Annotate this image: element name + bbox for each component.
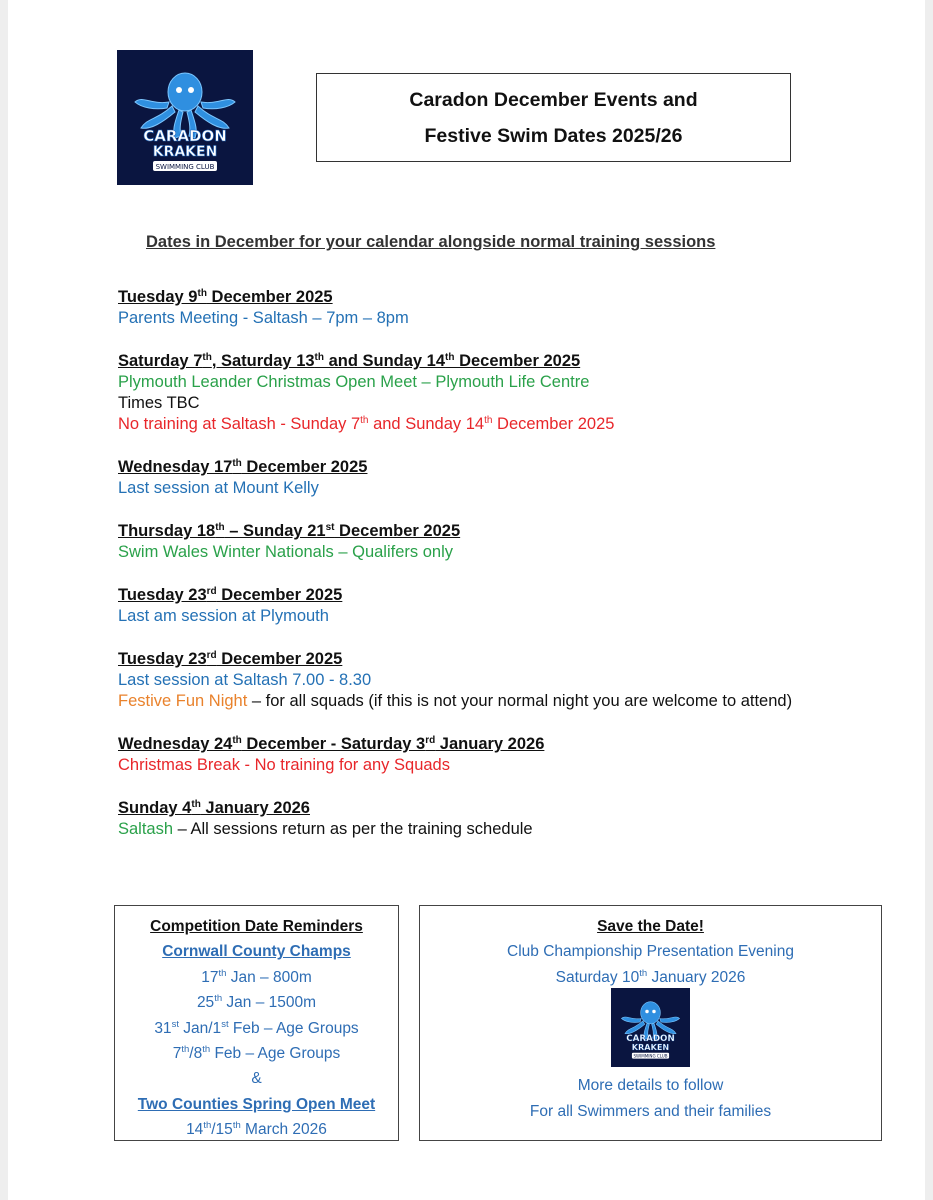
event-item bbox=[118, 351, 838, 435]
kraken-octopus-icon bbox=[117, 50, 253, 185]
event-detail: Christmas Break - No training for any Squads bbox=[118, 756, 450, 774]
kraken-octopus-icon bbox=[611, 988, 690, 1067]
logo-text-kraken: KRAKEN bbox=[152, 144, 218, 160]
event-date-heading: Tuesday 9th December 2025 bbox=[118, 288, 333, 306]
event-item bbox=[118, 734, 838, 776]
title-box bbox=[316, 73, 791, 162]
logo-text-caradon: CARADON bbox=[626, 1034, 675, 1045]
event-detail: Last am session at Plymouth bbox=[118, 607, 329, 625]
caradon-kraken-logo bbox=[117, 50, 253, 185]
competition-date: 25th Jan – 1500m bbox=[196, 993, 317, 1012]
event-detail: Saltash – All sessions return as per the training schedule bbox=[118, 820, 533, 838]
event-date-heading: Wednesday 17th December 2025 bbox=[118, 458, 368, 476]
event-date-heading: Wednesday 24th December - Saturday 3rd January 2026 bbox=[118, 735, 545, 753]
document-page bbox=[8, 0, 925, 1200]
save-date-heading: Save the Date! bbox=[597, 918, 704, 935]
event-date-heading: Thursday 18th – Sunday 21st December 2025 bbox=[118, 522, 461, 540]
ampersand: & bbox=[251, 1070, 262, 1088]
logo-text-kraken: KRAKEN bbox=[631, 1041, 670, 1052]
competition-date: 31st Jan/1st Feb – Age Groups bbox=[154, 1018, 359, 1037]
event-date-heading: Tuesday 23rd December 2025 bbox=[118, 586, 343, 604]
logo-text-swimming-club: SWIMMING CLUB bbox=[633, 1053, 668, 1059]
event-detail: Last session at Mount Kelly bbox=[118, 479, 319, 497]
event-item bbox=[118, 649, 838, 712]
calendar-subheading: Dates in December for your calendar alongside normal training sessions bbox=[146, 233, 716, 251]
event-item bbox=[118, 585, 838, 627]
competition-reminders-box bbox=[114, 905, 399, 1141]
spring-meet-title: Two Counties Spring Open Meet bbox=[137, 1095, 376, 1113]
event-item bbox=[118, 457, 838, 499]
event-item bbox=[118, 287, 838, 329]
save-date-line: Saturday 10th January 2026 bbox=[555, 967, 746, 986]
event-date-heading: Saturday 7th, Saturday 13th and Sunday 14th December 2025 bbox=[118, 352, 581, 370]
event-date-heading: Tuesday 23rd December 2025 bbox=[118, 650, 343, 668]
logo-text-caradon: CARADON bbox=[143, 127, 227, 145]
event-detail: Last session at Saltash 7.00 - 8.30 bbox=[118, 671, 372, 689]
logo-text-swimming-club: SWIMMING CLUB bbox=[155, 163, 215, 171]
competition-date: 17th Jan – 800m bbox=[201, 967, 312, 986]
event-detail: No training at Saltash - Sunday 7th and Sunday 14th December 2025 bbox=[118, 415, 615, 433]
save-date-line: More details to follow bbox=[577, 1077, 724, 1095]
title-line-2: Festive Swim Dates 2025/26 bbox=[424, 125, 683, 147]
title-line-1: Caradon December Events and bbox=[409, 89, 698, 111]
event-detail: Parents Meeting - Saltash – 7pm – 8pm bbox=[118, 309, 409, 327]
competition-date: 14th/15th March 2026 bbox=[186, 1120, 327, 1139]
event-detail: Plymouth Leander Christmas Open Meet – Plymouth Life Centre bbox=[118, 373, 590, 391]
competition-heading: Competition Date Reminders bbox=[150, 918, 363, 935]
event-date-heading: Sunday 4th January 2026 bbox=[118, 799, 310, 817]
save-date-line: Club Championship Presentation Evening bbox=[507, 943, 794, 961]
county-champs-title: Cornwall County Champs bbox=[162, 943, 351, 961]
event-detail: Festive Fun Night – for all squads (if this is not your normal night you are welcome to attend) bbox=[118, 692, 793, 710]
caradon-kraken-logo-small bbox=[611, 988, 690, 1067]
save-date-line: For all Swimmers and their families bbox=[529, 1102, 772, 1120]
event-item bbox=[118, 521, 838, 563]
event-detail: Swim Wales Winter Nationals – Qualifers only bbox=[118, 543, 453, 561]
event-item bbox=[118, 798, 838, 840]
competition-date: 7th/8th Feb – Age Groups bbox=[172, 1044, 341, 1063]
event-detail: Times TBC bbox=[118, 394, 200, 412]
events-list bbox=[118, 287, 838, 862]
